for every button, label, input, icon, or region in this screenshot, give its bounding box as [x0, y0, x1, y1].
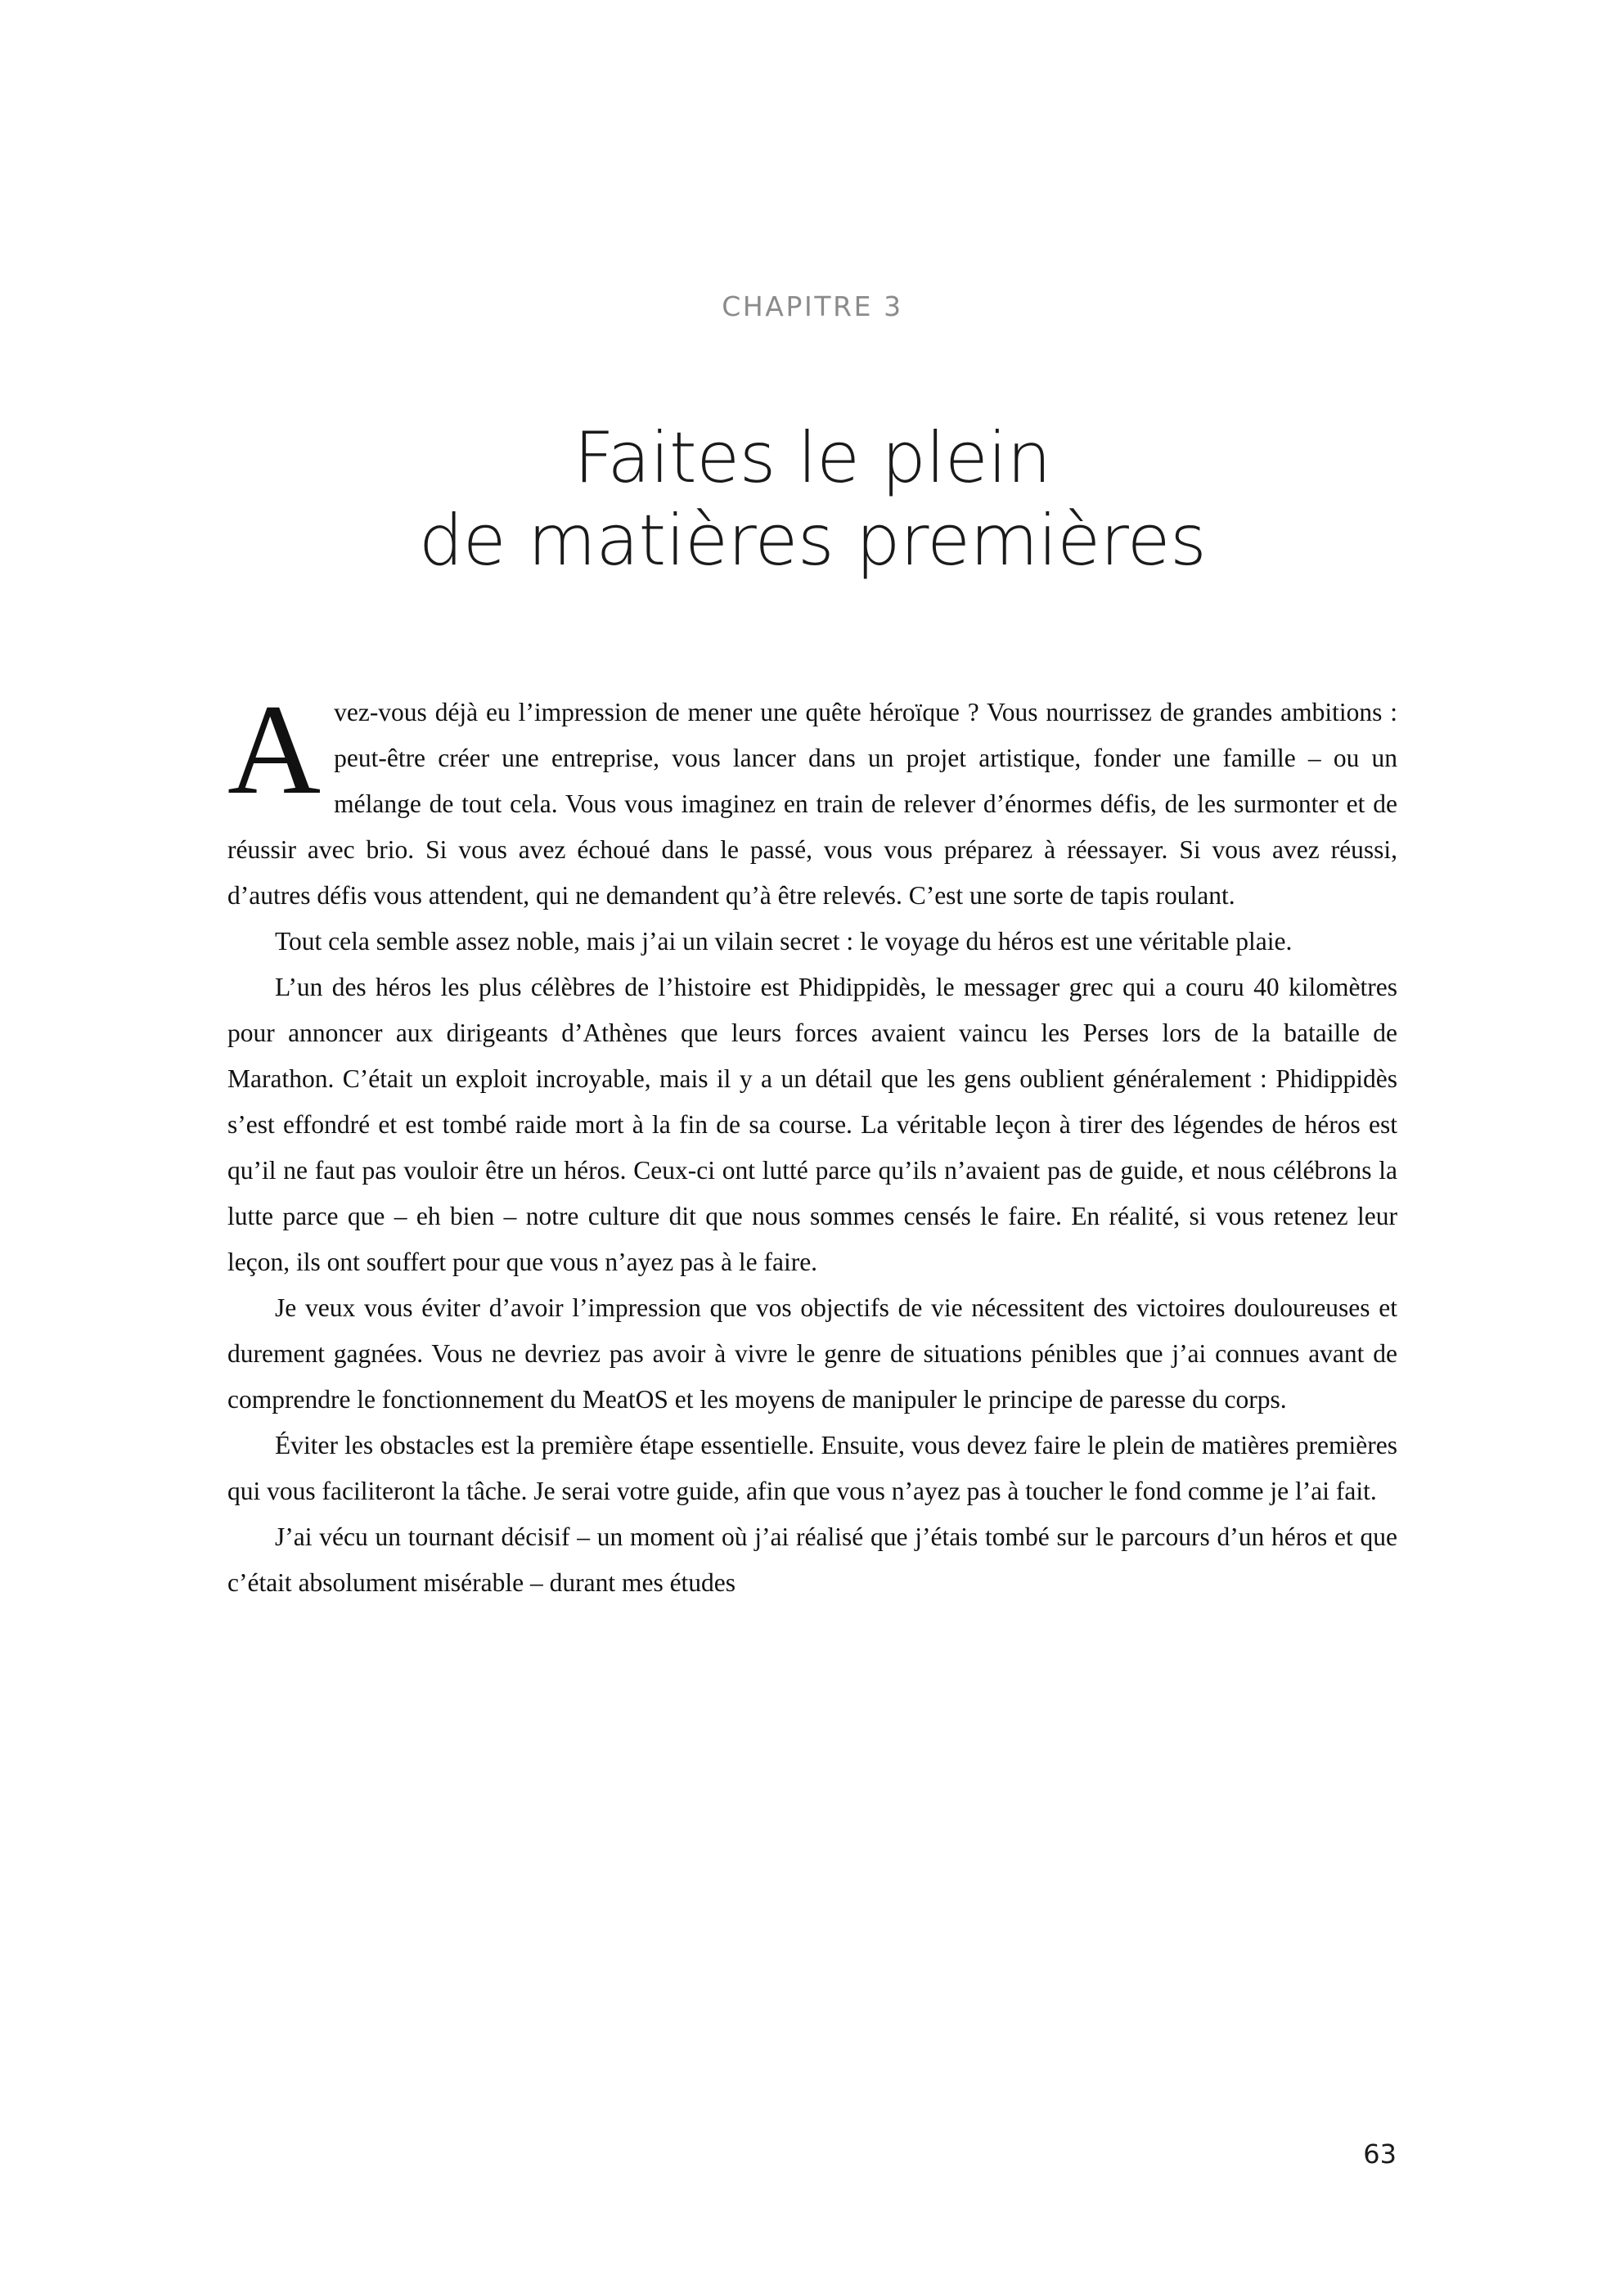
page-content — [227, 0, 1397, 2271]
paragraph-1-text: vez-vous déjà eu l’impression de mener une quête héroïque ? Vous nourrissez de grandes ambitions : peut-être créer une entreprise, vous lancer dans un projet artistique, fonder une famille – ou un mélange de tout cela. Vous vous imaginez en train de relever d’énormes défis, de les surmonter et de réussir avec brio. Si vous avez échoué dans le passé, vous vous préparez à réessayer. Si vous avez réussi, d’autres défis vous attendent, qui ne demandent qu’à être relevés. C’est une sorte de tapis roulant. — [227, 698, 1397, 910]
paragraph-1 — [227, 678, 1397, 919]
page-number: 63 — [1363, 2138, 1397, 2170]
paragraph-3: L’un des héros les plus célèbres de l’histoire est Phidippidès, le messager grec qui a couru 40 kilomètres pour annoncer aux dirigeants d’Athènes que leurs forces avaient vaincu les Perses lors de la bataille de Marathon. C’était un exploit incroyable, mais il y a un détail que les gens oublient généralement : Phidippidès s’est effondré et est tombé raide mort à la fin de sa course. La véritable leçon à tirer des légendes de héros est qu’il ne faut pas vouloir être un héros. Ceux-ci ont lutté parce qu’ils n’avaient pas de guide, et nous célébrons la lutte parce que – eh bien – notre culture dit que nous sommes censés le faire. En réalité, si vous retenez leur leçon, ils ont souffert pour que vous n’ayez pas à le faire. — [227, 973, 1397, 1276]
page-title — [227, 417, 1397, 583]
body-text — [227, 678, 1397, 1606]
drop-cap: A — [227, 678, 322, 821]
chapter-title-line-1: Faites le plein — [574, 416, 1051, 499]
paragraph-5: Éviter les obstacles est la première étape essentielle. Ensuite, vous devez faire le plein de matières premières qui vous faciliteront la tâche. Je serai votre guide, afin que vous n’ayez pas à toucher le fond comme je l’ai fait. — [227, 1431, 1397, 1505]
paragraph-2: Tout cela semble assez noble, mais j’ai un vilain secret : le voyage du héros est une véritable plaie. — [275, 927, 1293, 956]
chapter-label: CHAPITRE 3 — [722, 290, 903, 322]
chapter-title-line-2: de matières premières — [418, 500, 1207, 582]
paragraph-6: J’ai vécu un tournant décisif – un moment où j’ai réalisé que j’étais tombé sur le parcours d’un héros et que c’était absolument misérable – durant mes études — [227, 1522, 1397, 1597]
paragraph-4: Je veux vous éviter d’avoir l’impression que vos objectifs de vie nécessitent des victoires douloureuses et durement gagnées. Vous ne devriez pas avoir à vivre le genre de situations pénibles que j’ai connues avant de comprendre le fonctionnement du MeatOS et les moyens de manipuler le principe de paresse du corps. — [227, 1293, 1397, 1414]
